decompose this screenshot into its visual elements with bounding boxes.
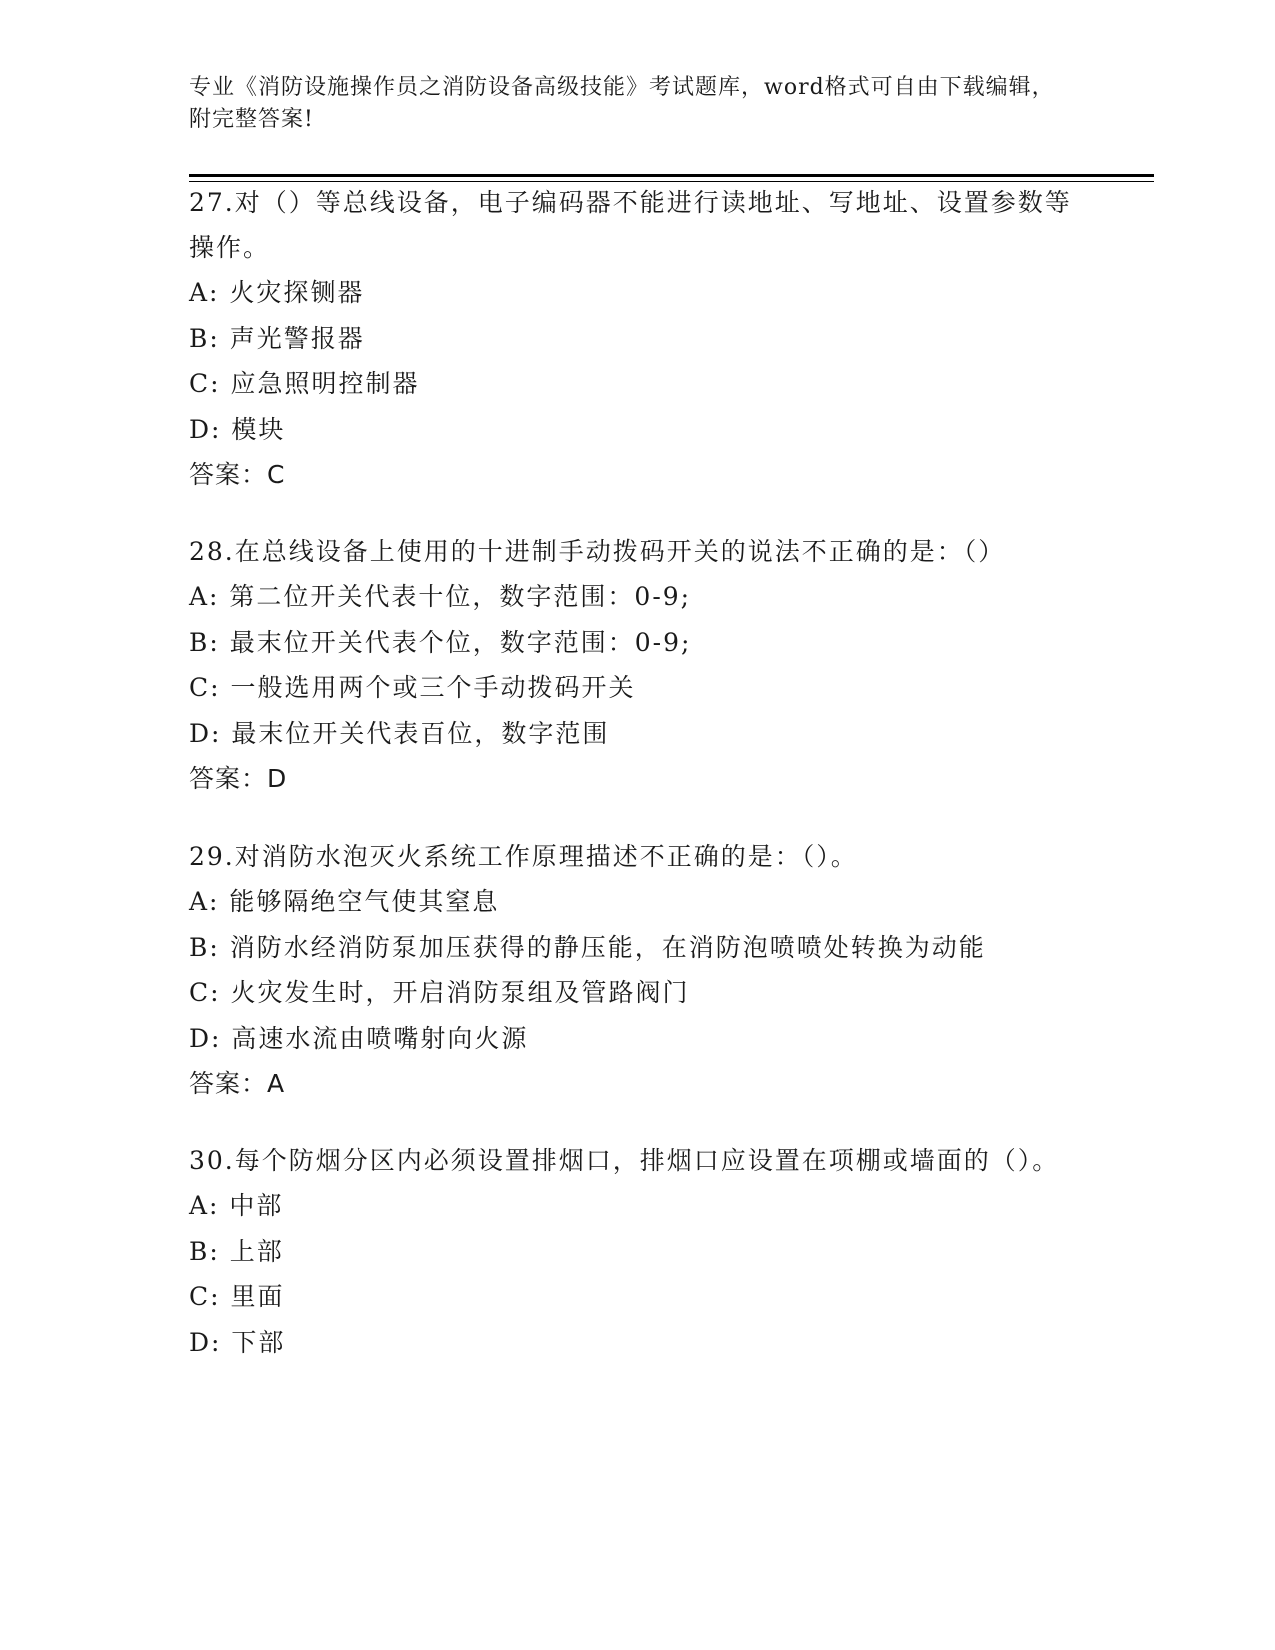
question-27 <box>189 180 1089 498</box>
question-30 <box>189 1138 1089 1365</box>
answer-line: 答案：A <box>189 1069 286 1098</box>
option-b: B: 最末位开关代表个位，数字范围：0-9; <box>189 627 692 657</box>
question-stem: 30.每个防烟分区内必须设置排烟口，排烟口应设置在项棚或墙面的（）。 <box>189 1146 1060 1175</box>
option-d: D: 最末位开关代表百位，数字范围 <box>189 718 610 748</box>
option-c: C: 里面 <box>189 1282 285 1311</box>
question-28 <box>189 529 1089 802</box>
option-c: C: 火灾发生时，开启消防泵组及管路阀门 <box>189 978 690 1007</box>
question-stem: 28.在总线设备上使用的十进制手动拨码开关的说法不正确的是：（） <box>189 537 1006 566</box>
answer-line: 答案：C <box>189 460 286 489</box>
question-29 <box>189 834 1089 1107</box>
question-stem: 27.对（）等总线设备，电子编码器不能进行读地址、写地址、设置参数等操作。 <box>189 188 1072 262</box>
option-c: C: 一般选用两个或三个手动拨码开关 <box>189 673 636 702</box>
option-d: D: 下部 <box>189 1327 286 1357</box>
option-d: D: 模块 <box>189 414 286 444</box>
option-c: C: 应急照明控制器 <box>189 369 420 398</box>
option-b: B: 上部 <box>189 1236 284 1266</box>
option-a: A: 第二位开关代表十位，数字范围：0-9; <box>189 582 692 611</box>
option-a: A: 火灾探铡器 <box>189 278 365 307</box>
option-b: B: 声光警报器 <box>189 323 365 353</box>
option-a: A: 能够隔绝空气使其窒息 <box>189 887 500 916</box>
header-divider-thick <box>189 174 1154 177</box>
option-a: A: 中部 <box>189 1191 284 1220</box>
option-b: B: 消防水经消防泵加压获得的静压能，在消防泡喷喷处转换为动能 <box>189 932 986 962</box>
option-d: D: 高速水流由喷嘴射向火源 <box>189 1023 529 1053</box>
document-intro: 专业《消防设施操作员之消防设备高级技能》考试题库，word格式可自由下载编辑，附完整答案! <box>189 75 1055 132</box>
answer-line: 答案：D <box>189 764 288 793</box>
question-stem: 29.对消防水泡灭火系统工作原理描述不正确的是：（）。 <box>189 842 858 871</box>
